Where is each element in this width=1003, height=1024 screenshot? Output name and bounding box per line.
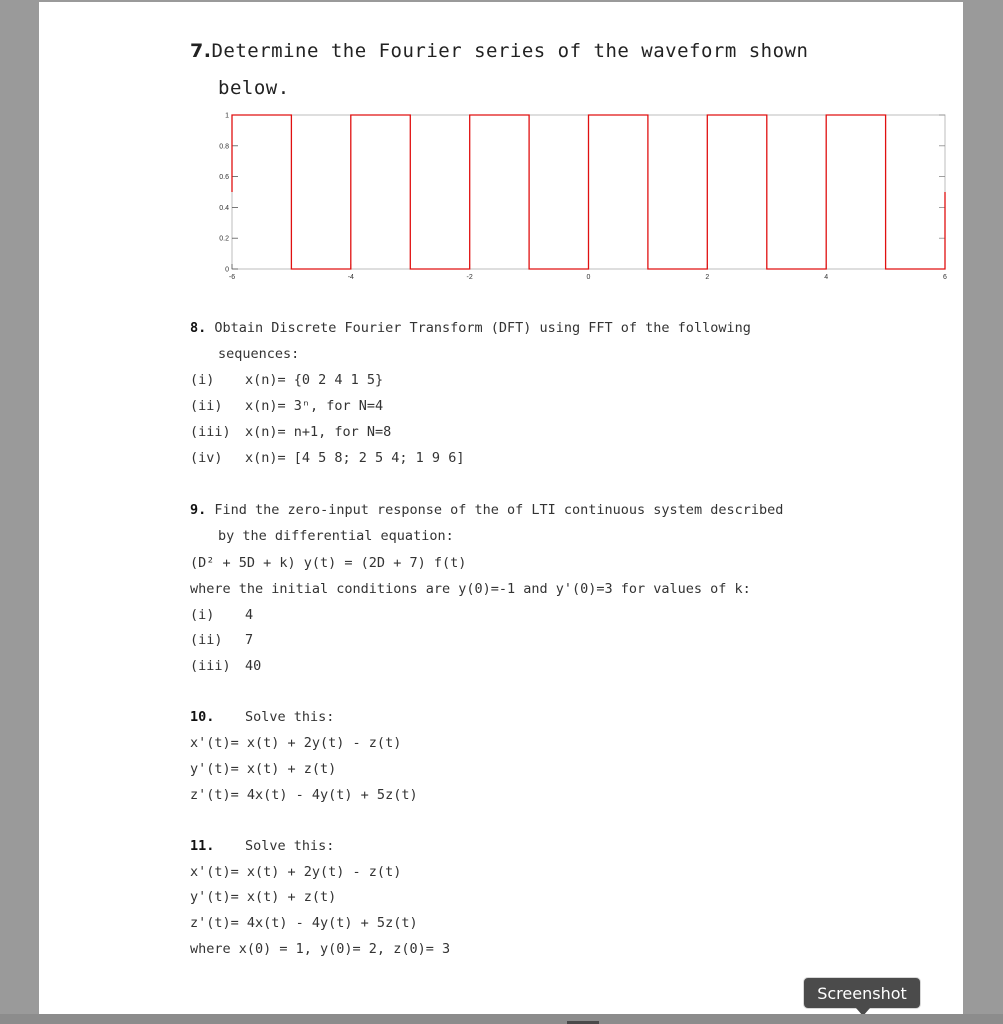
- x-tick-label: 6: [943, 274, 947, 281]
- q11-equation: x'(t)= x(t) + 2y(t) - z(t): [190, 864, 402, 880]
- q8-item-text: x(n)= {0 2 4 1 5}: [245, 372, 384, 388]
- q9-line1: [190, 502, 783, 518]
- q8-number: 8.: [190, 320, 207, 336]
- waveform-chart: [0, 0, 1003, 300]
- q7-line2: below.: [218, 77, 290, 99]
- x-tick-label: 0: [586, 274, 591, 281]
- y-tick-label: 0.2: [219, 235, 229, 243]
- q9-item-label: (iii): [190, 658, 231, 674]
- q11-equation: y'(t)= x(t) + z(t): [190, 889, 337, 905]
- q11-equation: z'(t)= 4x(t) - 4y(t) + 5z(t): [190, 915, 418, 931]
- q8-item-label: (iv): [190, 450, 223, 466]
- y-tick-label: 0.4: [219, 204, 229, 212]
- q9-conditions: where the initial conditions are y(0)=-1 and y'(0)=3 for values of k:: [190, 581, 751, 597]
- q7-number: 7.: [190, 40, 212, 62]
- q9-line2: by the differential equation:: [218, 528, 454, 544]
- q8-item-label: (i): [190, 372, 215, 388]
- screenshot-label: Screenshot: [817, 983, 907, 1003]
- q10-title: Solve this:: [245, 709, 335, 725]
- q9-number: 9.: [190, 502, 207, 518]
- q10-equation: y'(t)= x(t) + z(t): [190, 761, 337, 777]
- q8-line1: [190, 320, 751, 336]
- q10-equation: z'(t)= 4x(t) - 4y(t) + 5z(t): [190, 787, 418, 803]
- q9-item-text: 7: [245, 632, 254, 648]
- y-tick-label: 0.8: [219, 143, 229, 151]
- q9-item-text: 4: [245, 607, 254, 623]
- y-tick-label: 0.6: [219, 174, 229, 182]
- q8-line2: sequences:: [218, 346, 300, 362]
- bottom-scrollbar[interactable]: [0, 1014, 1003, 1024]
- x-tick-label: -2: [466, 274, 473, 281]
- x-tick-label: 2: [705, 274, 710, 281]
- q11-title: Solve this:: [245, 838, 335, 854]
- screenshot-button[interactable]: [803, 977, 921, 1009]
- q8-text: Obtain Discrete Fourier Transform (DFT) using FFT of the following: [214, 320, 751, 336]
- q8-item-label: (ii): [190, 398, 223, 414]
- x-tick-label: -4: [347, 274, 354, 281]
- y-tick-label: 0: [225, 266, 229, 274]
- x-tick-label: -6: [228, 274, 236, 281]
- q10-number: 10.: [190, 709, 215, 725]
- q9-text: Find the zero-input response of the of LTI continuous system described: [214, 502, 784, 518]
- q8-item-text: x(n)= 3ⁿ, for N=4: [245, 398, 384, 414]
- q8-item-text: x(n)= [4 5 8; 2 5 4; 1 9 6]: [245, 450, 465, 466]
- q9-item-label: (i): [190, 607, 215, 623]
- y-tick-label: 1: [225, 112, 229, 120]
- q10-equation: x'(t)= x(t) + 2y(t) - z(t): [190, 735, 402, 751]
- q9-item-text: 40: [245, 658, 262, 674]
- q11-number: 11.: [190, 838, 215, 854]
- q7-text: Determine the Fourier series of the waveform shown: [211, 40, 809, 62]
- q11-initial-conditions: where x(0) = 1, y(0)= 2, z(0)= 3: [190, 941, 451, 957]
- q9-equation: (D² + 5D + k) y(t) = (2D + 7) f(t): [190, 555, 467, 571]
- x-tick-label: 4: [824, 274, 829, 281]
- q8-item-label: (iii): [190, 424, 231, 440]
- q9-item-label: (ii): [190, 632, 223, 648]
- q8-item-text: x(n)= n+1, for N=8: [245, 424, 392, 440]
